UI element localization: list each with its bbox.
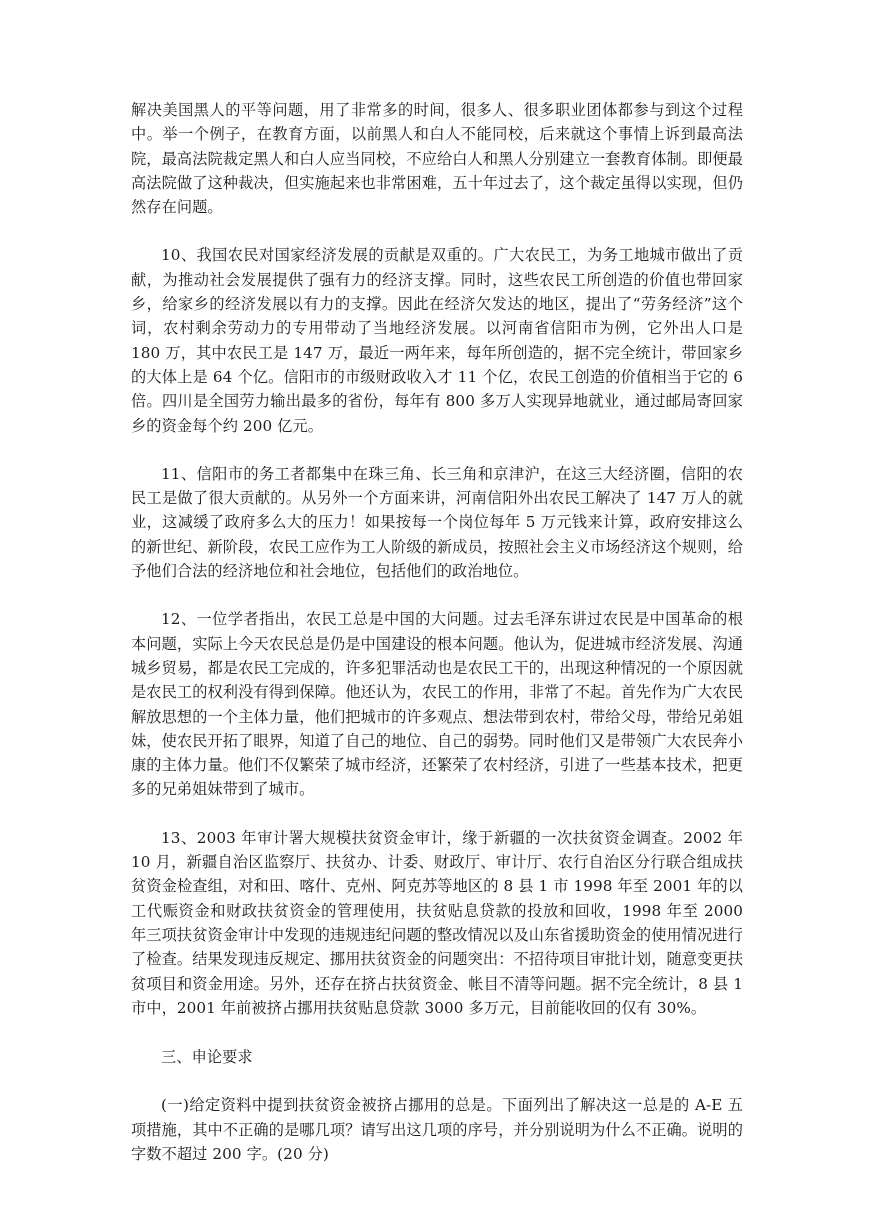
section-heading: 三、申论要求 bbox=[161, 1048, 253, 1067]
paragraph-12: 12、一位学者指出，农民工总是中国的大问题。过去毛泽东讲过农民是中国革命的根本问题，实际上今天农民总是仍是中国建设的根本问题。他认为，促进城市经济发展、沟通城乡贸易，都是农民工完成的，许多犯罪活动也是农民工干的，出现这种情况的一个原因就是农民工的权利没有得到保障。他还认为，农民工的作用，非常了不起。首先作为广大农民解放思想的一个主体力量，他们把城市的许多观点、想法带到农村，带给父母，带给兄弟姐妹，使农民开拓了眼界，知道了自己的地位、自己的弱势。同时他们又是带领广大农民奔小康的主体力量。他们不仅繁荣了城市经济，还繁荣了农村经济，引进了一些基本技术，把更多的兄弟姐妹带到了城市。 bbox=[131, 610, 743, 799]
paragraph-10: 10、我国农民对国家经济发展的贡献是双重的。广大农民工，为务工地城市做出了贡献，为推动社会发展提供了强有力的经济支撑。同时，这些农民工所创造的价值也带回家乡，给家乡的经济发展以有力的支撑。因此在经济欠发达的地区，提出了“劳务经济”这个词，农村剩余劳动力的专用带动了当地经济发展。以河南省信阳市为例，它外出人口是 180 万，其中农民工是 147 万，最近一两年来，每年所创造的，据不完全统计，带回家乡的大体上是 64 个亿。信阳市的市级财政收入才 11 个亿，农民工创造的价值相当于它的 6 倍。四川是全国劳力输出最多的省份，每年有 800 多万人实现异地就业，通过邮局寄回家乡的资金每个约 200 亿元。 bbox=[131, 246, 743, 435]
paragraph-11: 11、信阳市的务工者都集中在珠三角、长三角和京津沪，在这三大经济圈，信阳的农民工是做了很大贡献的。从另外一个方面来讲，河南信阳外出农民工解决了 147 万人的就业，这减缓了政府多么大的压力！如果按每一个岗位每年 5 万元钱来计算，政府安排这么的新世纪、新阶段，农民工应作为工人阶级的新成员，按照社会主义市场经济这个规则，给予他们合法的经济地位和社会地位，包括他们的政治地位。 bbox=[131, 464, 743, 581]
question-1: (一)给定资料中提到扶贫资金被挤占挪用的总是。下面列出了解决这一总是的 A-E 五项措施，其中不正确的是哪几项？请写出这几项的序号，并分别说明为什么不正确。说明的字数不超过 200 字。(20 分) bbox=[131, 1096, 743, 1163]
document-page bbox=[131, 98, 743, 1166]
paragraph-intro: 解决美国黑人的平等问题，用了非常多的时间，很多人、很多职业团体都参与到这个过程中。举一个例子，在教育方面，以前黑人和白人不能同校，后来就这个事情上诉到最高法院，最高法院裁定黑人和白人应当同校，不应给白人和黑人分别建立一套教育体制。即便最高法院做了这种裁决，但实施起来也非常困难，五十年过去了，这个裁定虽得以实现，但仍然存在问题。 bbox=[131, 101, 743, 217]
paragraph-13: 13、2003 年审计署大规模扶贫资金审计，缘于新疆的一次扶贫资金调查。2002 年 10 月，新疆自治区监察厅、扶贫办、计委、财政厅、审计厅、农行自治区分行联合组成扶贫资金检查组，对和田、喀什、克州、阿克苏等地区的 8 县 1 市 1998 年至 2001 年的以工代赈资金和财政扶贫资金的管理使用，扶贫贴息贷款的投放和回收，1998 年至 2000 年三项扶贫资金审计中发现的违规违纪问题的整改情况以及山东省援助资金的使用情况进行了检查。结果发现违反规定、挪用扶贫资金的问题突出：不招待项目审批计划，随意变更扶贫项目和资金用途。另外，还存在挤占扶贫资金、帐目不清等问题。据不完全统计，8 县 1 市中，2001 年前被挤占挪用扶贫贴息贷款 3000 多万元，目前能收回的仅有 30%。 bbox=[131, 828, 743, 1017]
